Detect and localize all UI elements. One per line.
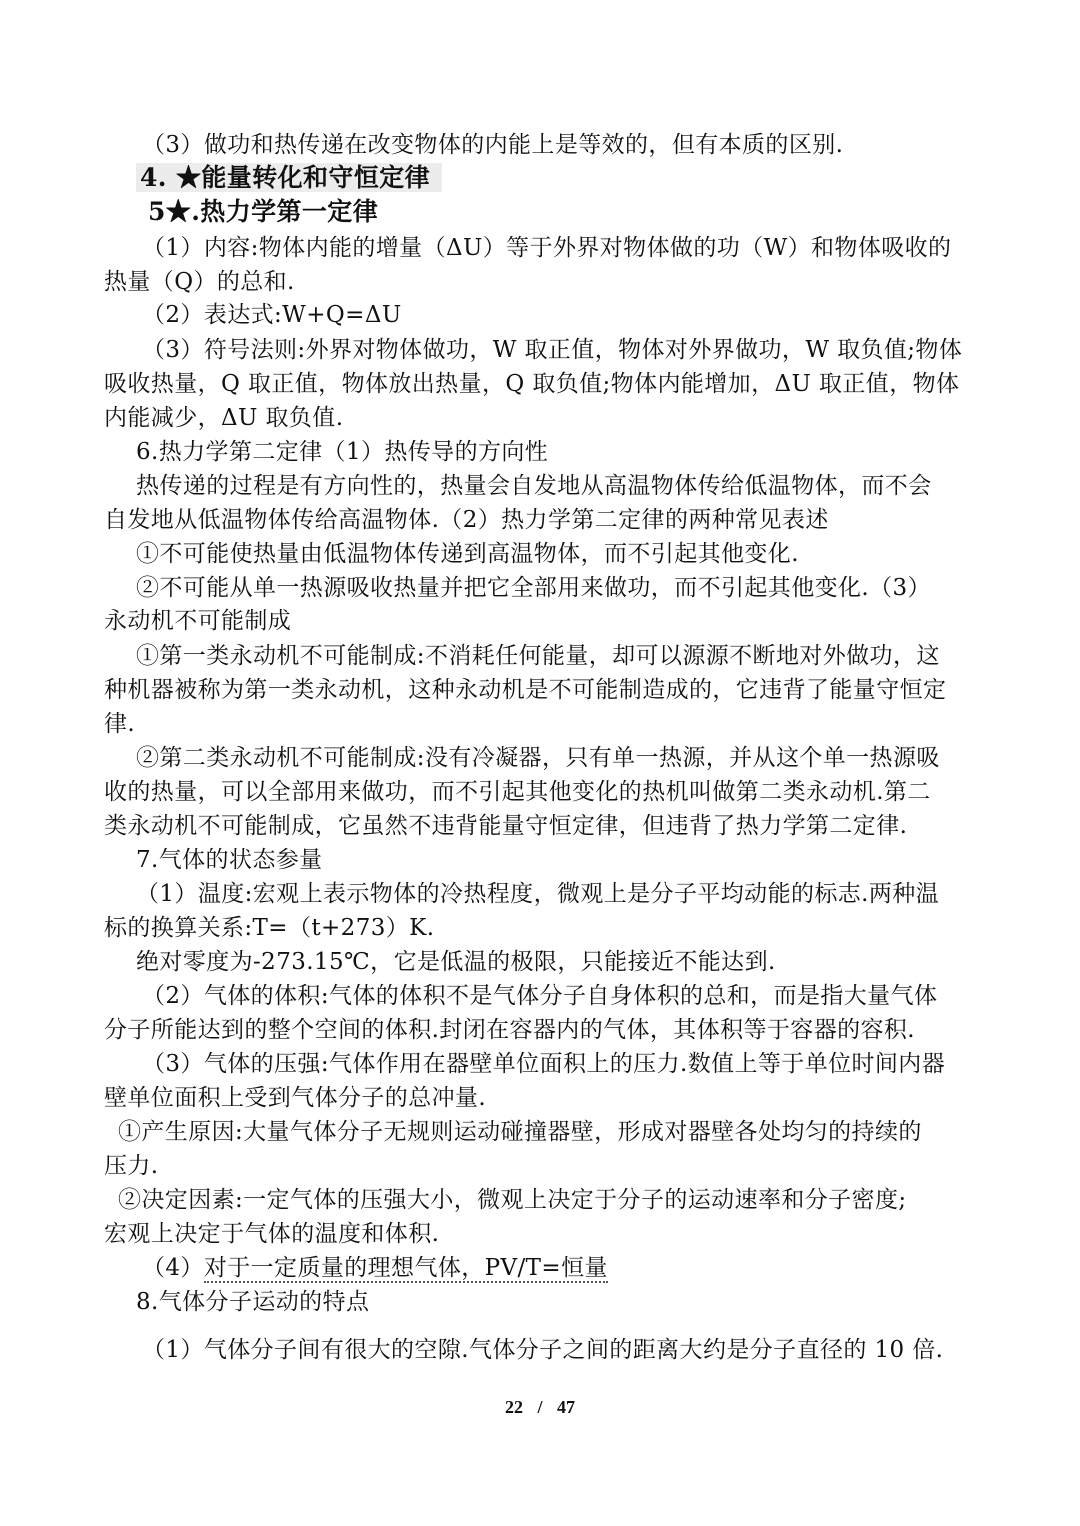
text-line: 吸收热量，Q 取正值，物体放出热量，Q 取负值;物体内能增加，ΔU 取正值，物体 [104,371,960,397]
text-line: （1）温度:宏观上表示物体的冷热程度，微观上是分子平均动能的标志.两种温 [136,881,940,907]
text-line: ①不可能使热量由低温物体传递到高温物体，而不引起其他变化. [136,541,799,567]
text-line: 壁单位面积上受到气体分子的总冲量. [104,1085,487,1111]
text-line: （3）气体的压强:气体作用在器壁单位面积上的压力.数值上等于单位时间内器 [142,1051,946,1077]
text-line: 种机器被称为第一类永动机，这种永动机是不可能制造成的，它违背了能量守恒定 [104,677,947,703]
text-line: ①产生原因:大量气体分子无规则运动碰撞器壁，形成对器壁各处均匀的持续的 [118,1119,922,1145]
text-line: （1）气体分子间有很大的空隙.气体分子之间的距离大约是分子直径的 10 倍. [142,1337,944,1363]
text-line: ②不可能从单一热源吸收热量并把它全部用来做功，而不引起其他变化.（3） [136,575,931,601]
text-line: 类永动机不可能制成，它虽然不违背能量守恒定律，但违背了热力学第二定律. [104,813,908,839]
text-line: 6.热力学第二定律（1）热传导的方向性 [136,439,549,465]
text-line: 律. [104,711,136,737]
text-line: （1）内容:物体内能的增量（ΔU）等于外界对物体做的功（W）和物体吸收的 [142,235,952,261]
text-line: ①第一类永动机不可能制成:不消耗任何能量，却可以源源不断地对外做功，这 [136,643,940,669]
text-line: 收的热量，可以全部用来做功，而不引起其他变化的热机叫做第二类永动机.第二 [104,779,931,805]
text-line: 热传递的过程是有方向性的，热量会自发地从高温物体传给低温物体，而不会 [136,473,932,499]
text-line: ②决定因素:一定气体的压强大小，微观上决定于分子的运动速率和分子密度; [118,1187,907,1213]
text-line: （3）符号法则:外界对物体做功，W 取正值，物体对外界做功，W 取负值;物体 [142,337,963,363]
text-line: （2）气体的体积:气体的体积不是气体分子自身体积的总和，而是指大量气体 [142,983,938,1009]
page-number-footer [0,1397,1080,1418]
text-line: 压力. [104,1153,159,1179]
section-heading-5: 5★.热力学第一定律 [148,197,379,226]
text-line: 内能减少，ΔU 取负值. [104,405,344,431]
text-line: 绝对零度为-273.15℃，它是低温的极限，只能接近不能达到. [136,949,776,975]
text-line: （4）对于一定质量的理想气体，PV/T=恒量 [142,1255,608,1281]
text-line: 宏观上决定于气体的温度和体积. [104,1221,440,1247]
section-heading-4: 4. ★能量转化和守恒定律 [136,162,442,194]
text-line: 8.气体分子运动的特点 [136,1289,370,1315]
total-pages: 47 [557,1397,575,1417]
text-line: 永动机不可能制成 [104,608,292,634]
text-line: 自发地从低温物体传给高温物体.（2）热力学第二定律的两种常见表述 [104,507,829,533]
text-line: （2）表达式:W+Q=ΔU [142,302,402,328]
page-separator: / [537,1397,543,1417]
text-line: 标的换算关系:T=（t+273）K. [104,915,435,941]
text-line: 分子所能达到的整个空间的体积.封闭在容器内的气体，其体积等于容器的容积. [104,1017,916,1043]
text-line: 热量（Q）的总和. [104,269,295,295]
text-line: 7.气体的状态参量 [136,847,323,873]
current-page: 22 [504,1397,523,1417]
text-line: ②第二类永动机不可能制成:没有冷凝器，只有单一热源，并从这个单一热源吸 [136,745,940,771]
text-line: （3）做功和热传递在改变物体的内能上是等效的，但有本质的区别. [142,132,844,158]
ideal-gas-law-underlined: 对于一定质量的理想气体，PV/T=恒量 [203,1255,608,1281]
